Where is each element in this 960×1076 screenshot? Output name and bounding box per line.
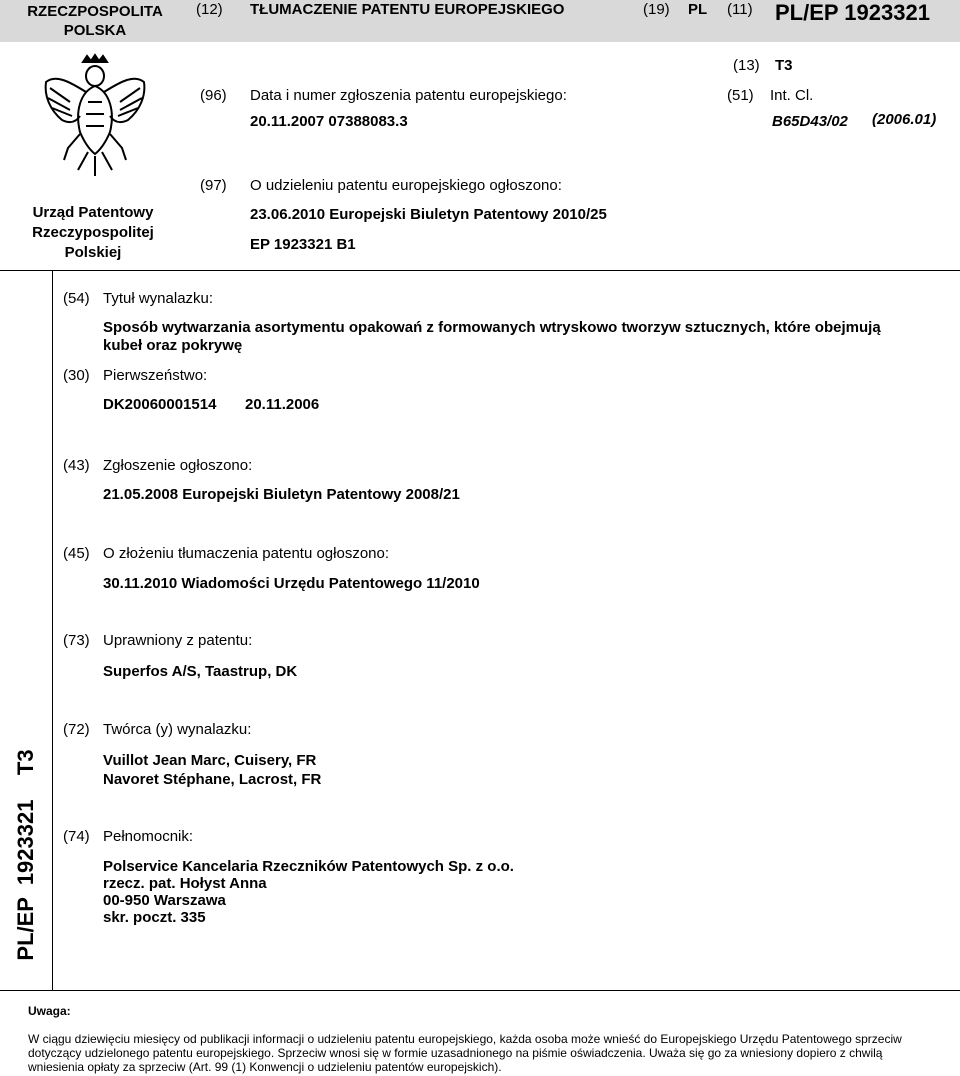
- application-value: 20.11.2007 07388083.3: [250, 113, 408, 130]
- proprietor-value: Superfos A/S, Taastrup, DK: [103, 663, 298, 680]
- code-54: (54): [63, 290, 90, 307]
- code-51: (51): [727, 87, 754, 104]
- country-name: RZECZPOSPOLITA POLSKA: [27, 3, 163, 39]
- code-73: (73): [63, 632, 90, 649]
- code-72: (72): [63, 721, 90, 738]
- translation-label: O złożeniu tłumaczenia patentu ogłoszono:: [103, 545, 390, 562]
- inventors-list: [103, 751, 321, 789]
- invention-title: Sposób wytwarzania asortymentu opakowań z formowanych wtryskowo tworzyw sztucznych, które obejmują kubeł oraz pokrywę: [103, 319, 881, 354]
- country-code: PL: [688, 1, 708, 18]
- code-97: (97): [200, 177, 227, 194]
- inventors-label: Twórca (y) wynalazku:: [103, 721, 252, 738]
- list-item: Navoret Stéphane, Lacrost, FR: [103, 771, 322, 788]
- code-19: (19): [643, 1, 670, 18]
- grant-value: 23.06.2010 Europejski Biuletyn Patentowy 2010/25: [250, 206, 607, 223]
- list-item: skr. poczt. 335: [103, 909, 206, 926]
- list-item: rzecz. pat. Hołyst Anna: [103, 875, 267, 892]
- priority-date: 20.11.2006: [245, 396, 320, 413]
- list-item: Vuillot Jean Marc, Cuisery, FR: [103, 752, 317, 769]
- patent-number: PL/EP 1923321: [775, 0, 930, 25]
- left-margin-line: [52, 270, 53, 990]
- int-cl-year: (2006.01): [872, 111, 937, 128]
- header-divider: [0, 270, 960, 271]
- code-30: (30): [63, 367, 90, 384]
- attorney-label: Pełnomocnik:: [103, 828, 194, 845]
- list-item: Polservice Kancelaria Rzeczników Patentowych Sp. z o.o.: [103, 858, 514, 875]
- code-11: (11): [727, 1, 753, 18]
- code-13: (13): [733, 57, 760, 74]
- footer-divider: [0, 990, 960, 991]
- title-label: Tytuł wynalazku:: [103, 290, 214, 307]
- publication-label: Zgłoszenie ogłoszono:: [103, 457, 253, 474]
- patent-office-name: Urząd Patentowy Rzeczypospolitej Polskiej: [32, 204, 154, 261]
- priority-label: Pierwszeństwo:: [103, 367, 208, 384]
- int-cl-class: B65D43/02: [772, 113, 848, 130]
- proprietor-label: Uprawniony z patentu:: [103, 632, 253, 649]
- code-12: (12): [196, 1, 223, 18]
- translation-value: 30.11.2010 Wiadomości Urzędu Patentowego 11/2010: [103, 575, 480, 592]
- priority-number: DK20060001514: [103, 396, 217, 413]
- int-cl-label: Int. Cl.: [770, 87, 814, 104]
- document-type: TŁUMACZENIE PATENTU EUROPEJSKIEGO: [250, 1, 565, 18]
- attorney-list: [103, 858, 514, 926]
- note-text: W ciągu dziewięciu miesięcy od publikacji informacji o udzieleniu patentu europejskiego, każda osoba może wnieść do Europejskiego Urzędu Patentowego sprzeciw dotyczący udzielonego patentu europejskiego. Sprzeciw wnosi się w formie uzasadnionego na piśmie oświadczenia. Uważa się go za wniesiony dopiero z chwilą wniesienia opłaty za sprzeciw (Art. 99 (1) Konwencji o udzieleniu patentów europejskich).: [28, 1032, 902, 1074]
- kind-code: T3: [775, 57, 793, 74]
- side-patent-label: PL/EP 1923321 T3: [13, 749, 38, 961]
- ep-number: EP 1923321 B1: [250, 236, 356, 253]
- code-74: (74): [63, 828, 90, 845]
- code-43: (43): [63, 457, 90, 474]
- code-96: (96): [200, 87, 227, 104]
- application-label: Data i numer zgłoszenia patentu europejskiego:: [250, 87, 567, 104]
- note-heading: Uwaga:: [28, 1004, 71, 1018]
- list-item: 00-950 Warszawa: [103, 892, 226, 909]
- polish-eagle-emblem-icon: [40, 52, 150, 182]
- publication-value: 21.05.2008 Europejski Biuletyn Patentowy 2008/21: [103, 486, 460, 503]
- code-45: (45): [63, 545, 90, 562]
- grant-label: O udzieleniu patentu europejskiego ogłoszono:: [250, 177, 562, 194]
